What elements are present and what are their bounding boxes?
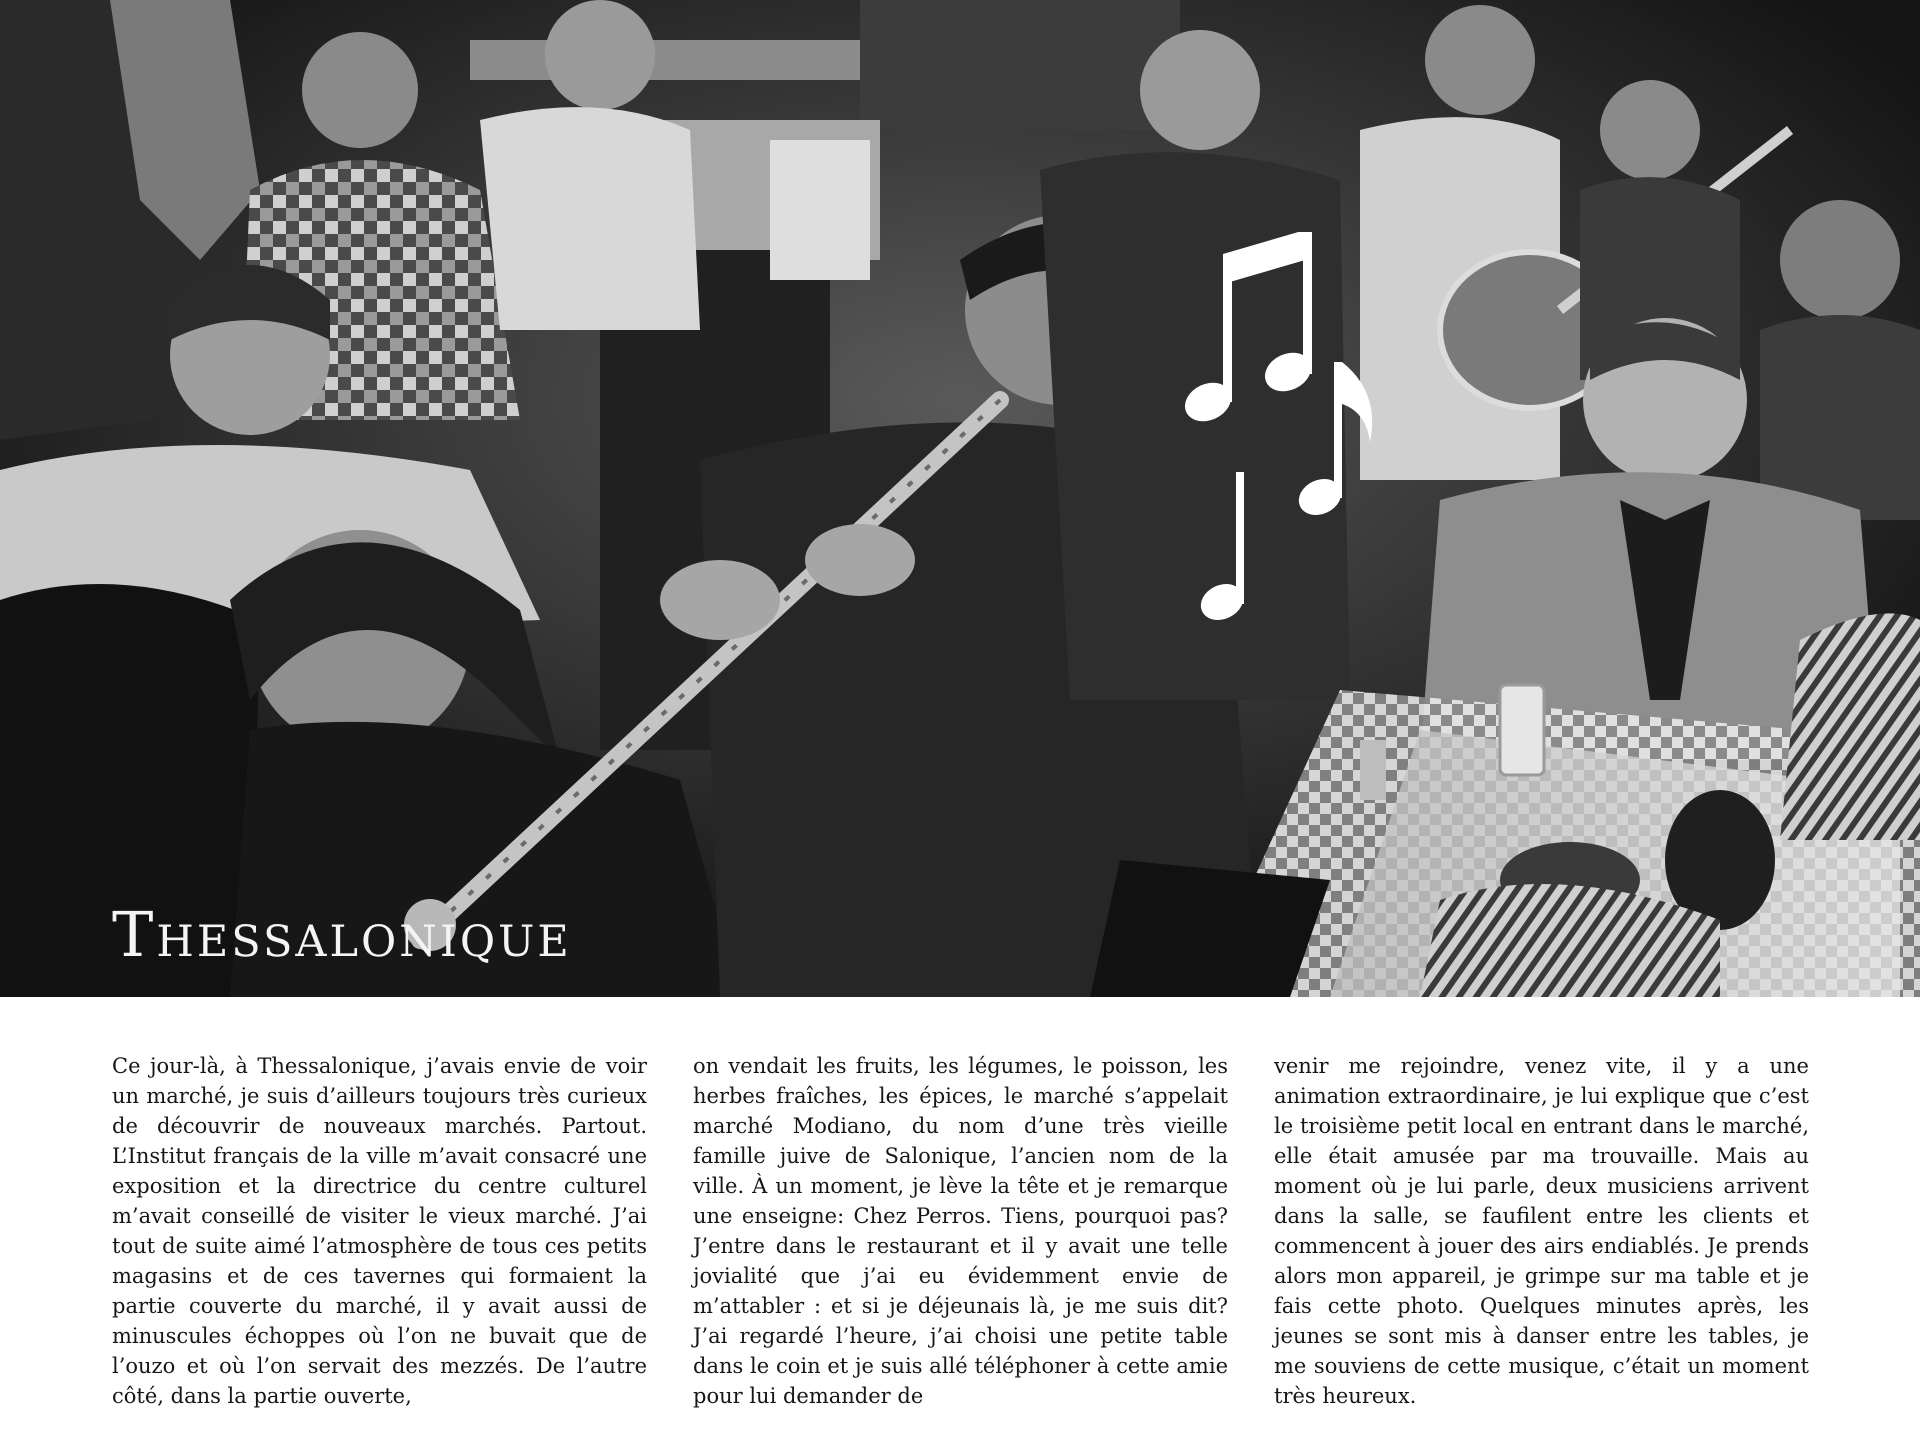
page-title: Thessalonique	[112, 898, 572, 971]
text-column-1: Ce jour-là, à Thessalonique, j’avais envie de voir un marché, je suis d’ailleurs toujours très curieux de découvrir de nouveaux marchés. Partout. L’Institut français de la ville m’avait consacré une exposition et la directrice du centre culturel m’avait conseillé de visiter le vieux marché. J’ai tout de suite aimé l’atmosphère de tous ces petits magasins et de ces tavernes qui formaient la partie couverte du marché, il y avait aussi de minuscules échoppes où l’on ne buvait que de l’ouzo et où l’on servait des mezzés. De l’autre côté, dans la partie ouverte,	[112, 1054, 647, 1408]
music-notes-icon	[1170, 232, 1400, 632]
text-column-3: venir me rejoindre, venez vite, il y a une animation extraordinaire, je lui explique que c’est le troisième petit local en entrant dans le marché, elle était amusée par ma trouvaille. Mais au moment où je lui parle, deux musiciens arrivent dans la salle, se faufilent entre les clients et commencent à jouer des airs endiablés. Je prends alors mon appareil, je grimpe sur ma table et je fais cette photo. Quelques minutes après, les jeunes se sont mis à danser entre les tables, je me souviens de cette musique, c’était un moment très heureux.	[1274, 1054, 1809, 1408]
text-column-2: on vendait les fruits, les légumes, le poisson, les herbes fraîches, les épices, le marché s’appelait marché Modiano, du nom d’une très vieille famille juive de Salonique, l’ancien nom de la ville. À un moment, je lève la tête et je remarque une enseigne: Chez Perros. Tiens, pourquoi pas? J’entre dans le restaurant et il y avait une telle jovialité que j’ai eu évidemment envie de m’attabler : et si je déjeunais là, je me suis dit? J’ai regardé l’heure, j’ai choisi une petite table dans le coin et je suis allé téléphoner à cette amie pour lui demander de	[693, 1054, 1228, 1408]
